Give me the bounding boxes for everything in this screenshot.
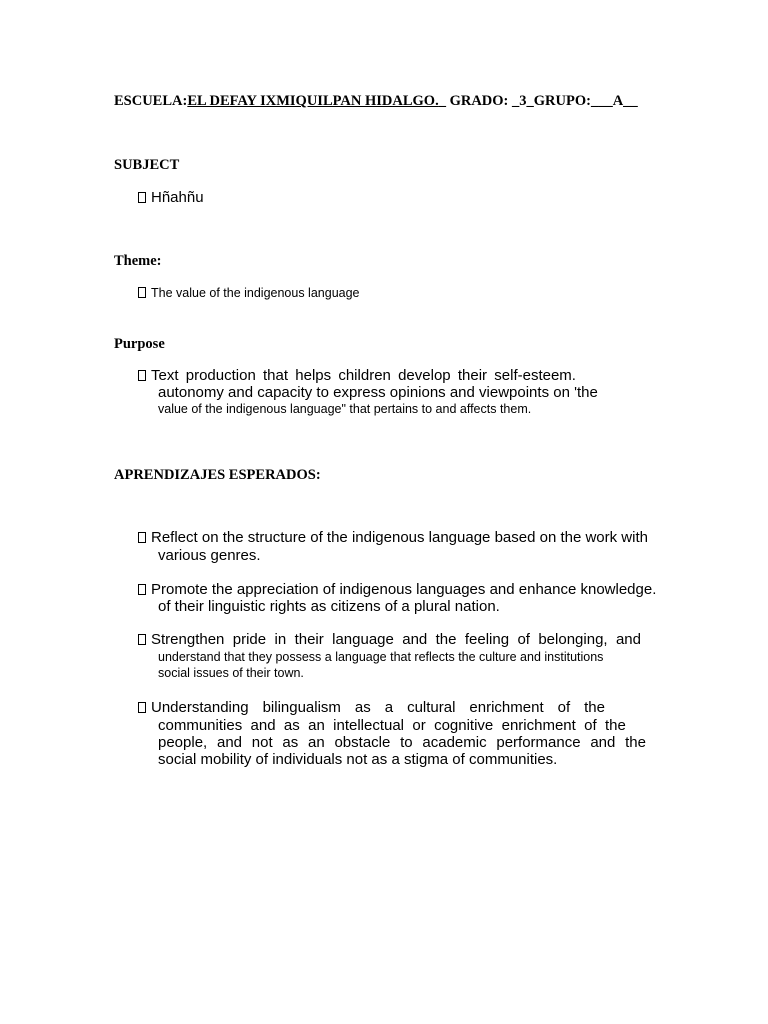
- word: the: [625, 734, 646, 751]
- word: enrichment: [469, 699, 544, 716]
- word: communities: [158, 717, 243, 734]
- aprendizaje-item-2-text: Promote the appreciation of indigenous languages and enhance knowledge.: [151, 581, 657, 598]
- word: not: [251, 734, 273, 751]
- word: as: [282, 734, 299, 751]
- subject-heading: SUBJECT: [114, 157, 180, 173]
- word: cognitive: [434, 717, 494, 734]
- word: of: [517, 631, 530, 648]
- word: belonging,: [538, 631, 608, 648]
- word: as: [283, 717, 300, 734]
- word: their: [294, 631, 324, 648]
- header-tail: _: [630, 93, 638, 109]
- word: the: [435, 631, 457, 648]
- theme-item: [138, 286, 360, 300]
- word: intellectual: [333, 717, 405, 734]
- word: a: [384, 699, 394, 716]
- aprendizaje-item-3-line-1: [151, 631, 641, 648]
- bullet-icon: [138, 702, 146, 713]
- word: language: [332, 631, 394, 648]
- purpose-line-3: value of the indigenous language" that pertains to and affects them.: [158, 402, 532, 416]
- word: self-esteem.: [494, 367, 576, 384]
- purpose-heading: Purpose: [114, 336, 165, 352]
- aprendizaje-item-4-line-3: [158, 734, 646, 751]
- bullet-icon: [138, 532, 146, 543]
- bullet-icon: [138, 584, 146, 595]
- aprendizaje-item-3-line-2: understand that they possess a language that reflects the culture and institutions: [158, 650, 604, 664]
- word: and: [590, 734, 616, 751]
- word: and: [402, 631, 428, 648]
- word: and: [615, 631, 641, 648]
- aprendizaje-item-1-text: Reflect on the structure of the indigenous language based on the work with: [151, 529, 648, 546]
- word: in: [274, 631, 287, 648]
- aprendizaje-item-3-bullet: [138, 631, 151, 648]
- word: and: [250, 717, 276, 734]
- theme-heading: Theme:: [114, 253, 162, 269]
- word: performance: [496, 734, 581, 751]
- aprendizaje-item-4-line-1: [151, 699, 605, 716]
- word: bilingualism: [262, 699, 341, 716]
- word: Text: [151, 367, 179, 384]
- word: an: [308, 734, 325, 751]
- word: the: [605, 717, 626, 734]
- word: to: [400, 734, 413, 751]
- word: of: [584, 717, 597, 734]
- bullet-icon: [138, 370, 146, 381]
- word: of: [557, 699, 571, 716]
- bullet-icon: [138, 634, 146, 645]
- bullet-icon: [138, 287, 146, 298]
- word: as: [354, 699, 371, 716]
- word: Understanding: [151, 699, 249, 716]
- purpose-line-2: autonomy and capacity to express opinions and viewpoints on 'the: [158, 384, 598, 401]
- subject-item: [138, 189, 204, 206]
- word: helps: [295, 367, 332, 384]
- word: children: [338, 367, 391, 384]
- bullet-icon: [138, 192, 146, 203]
- aprendizaje-item-2-line-1: [138, 581, 656, 598]
- word: feeling: [464, 631, 510, 648]
- word: develop: [398, 367, 451, 384]
- subject-item-text: Hñahñu: [151, 189, 204, 206]
- word: Strengthen: [151, 631, 225, 648]
- aprendizaje-item-1-line-2: various genres.: [158, 547, 261, 564]
- word: obstacle: [334, 734, 391, 751]
- word: cultural: [407, 699, 456, 716]
- aprendizaje-item-2-line-2: of their linguistic rights as citizens of a plural nation.: [158, 598, 500, 615]
- escuela-value: EL DEFAY IXMIQUILPAN HIDALGO.: [187, 93, 439, 109]
- aprendizaje-item-4-line-2: [158, 717, 626, 734]
- aprendizaje-item-4-line-4: social mobility of individuals not as a stigma of communities.: [158, 751, 558, 768]
- aprendizaje-item-3-line-3: social issues of their town.: [158, 666, 304, 680]
- word: the: [584, 699, 605, 716]
- grado-grupo: _ GRADO: _3_GRUPO:___A_: [438, 93, 631, 109]
- word: production: [185, 367, 256, 384]
- word: pride: [232, 631, 267, 648]
- aprendizaje-item-1-line-1: [138, 529, 648, 546]
- school-header: [114, 93, 638, 110]
- escuela-label: ESCUELA:: [114, 93, 188, 109]
- word: that: [263, 367, 289, 384]
- word: and: [216, 734, 243, 751]
- aprendizaje-item-4-bullet: [138, 699, 151, 716]
- word: an: [308, 717, 325, 734]
- purpose-bullet: [138, 367, 151, 384]
- word: academic: [422, 734, 487, 751]
- theme-item-text: The value of the indigenous language: [151, 286, 360, 300]
- aprendizajes-heading: APRENDIZAJES ESPERADOS:: [114, 467, 321, 483]
- purpose-line-1: [151, 367, 576, 384]
- word: their: [457, 367, 488, 384]
- word: people,: [158, 734, 208, 751]
- word: enrichment: [501, 717, 576, 734]
- word: or: [412, 717, 426, 734]
